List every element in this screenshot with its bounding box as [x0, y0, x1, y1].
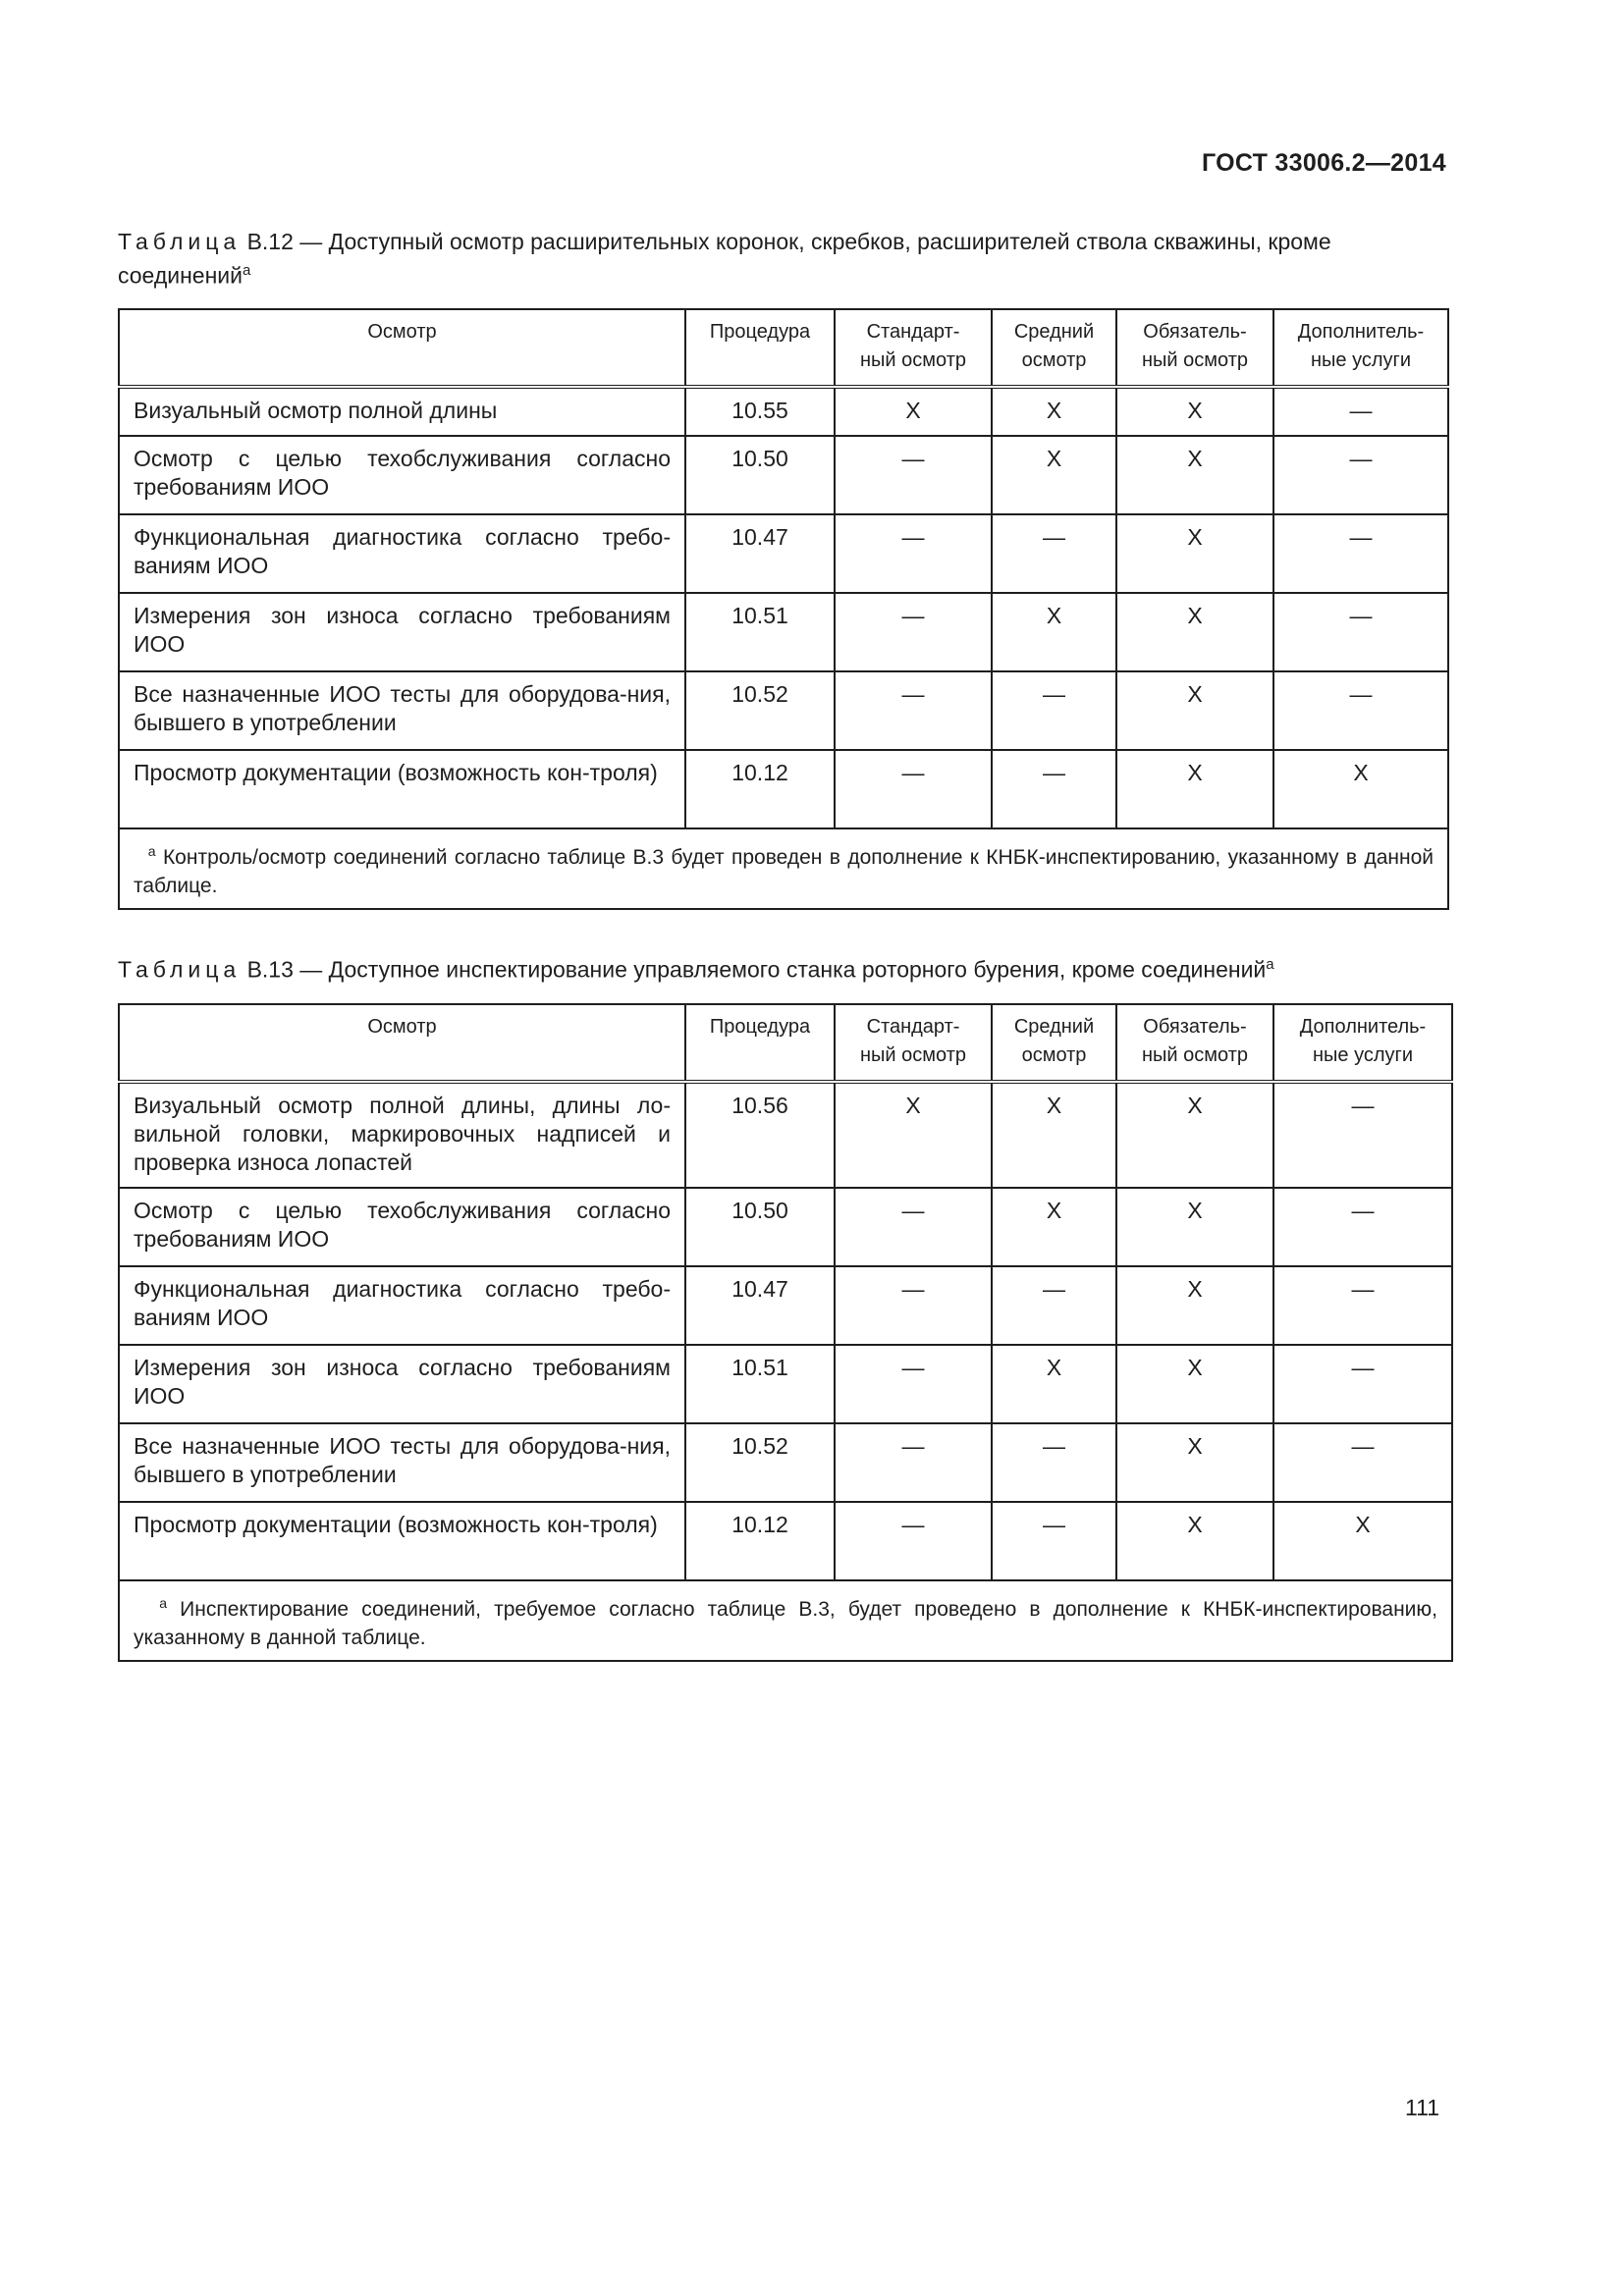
footnote-marker: a [243, 262, 251, 279]
cell-standard: — [835, 514, 992, 593]
cell-standard: — [835, 1188, 992, 1266]
table-row [119, 436, 1448, 514]
cell-inspection: Измерения зон износа согласно требованиям ИОО [119, 1345, 685, 1423]
col-header-mandatory: Обязатель-ный осмотр [1116, 309, 1273, 387]
cell-additional: — [1273, 1082, 1452, 1188]
cell-additional: — [1273, 1423, 1452, 1502]
cell-procedure: 10.50 [685, 436, 835, 514]
col-header-procedure: Процедура [685, 1004, 835, 1082]
table-row [119, 1188, 1452, 1266]
cell-additional: X [1273, 750, 1448, 828]
cell-procedure: 10.12 [685, 750, 835, 828]
table-title: В.12 — Доступный осмотр расширительных коронок, скребков, расширителей ствола скважины, кроме соединений [118, 229, 1331, 289]
table-row [119, 387, 1448, 436]
cell-medium: X [992, 387, 1116, 436]
cell-standard: — [835, 1345, 992, 1423]
table-row [119, 1502, 1452, 1580]
table-row [119, 514, 1448, 593]
col-header-procedure: Процедура [685, 309, 835, 387]
cell-inspection: Визуальный осмотр полной длины [119, 387, 685, 436]
cell-mandatory: X [1116, 1082, 1273, 1188]
cell-medium: — [992, 750, 1116, 828]
cell-additional: — [1273, 1345, 1452, 1423]
cell-additional: — [1273, 436, 1448, 514]
col-header-mandatory: Обязатель-ный осмотр [1116, 1004, 1273, 1082]
cell-procedure: 10.47 [685, 1266, 835, 1345]
cell-procedure: 10.52 [685, 1423, 835, 1502]
cell-standard: — [835, 750, 992, 828]
cell-additional: — [1273, 593, 1448, 671]
cell-mandatory: X [1116, 1502, 1273, 1580]
table-label: Таблица [118, 956, 242, 983]
footnote-text: Инспектирование соединений, требуемое согласно таблице В.3, будет проведено в дополнение к КНБК-инспектированию, указанному в данной таблице. [134, 1598, 1437, 1649]
inspection-table-b12 [118, 308, 1449, 910]
table-row [119, 750, 1448, 828]
cell-medium: X [992, 593, 1116, 671]
cell-mandatory: X [1116, 1266, 1273, 1345]
table-row [119, 1266, 1452, 1345]
table-footnote [119, 828, 1448, 909]
cell-procedure: 10.52 [685, 671, 835, 750]
cell-mandatory: X [1116, 387, 1273, 436]
table-row [119, 1423, 1452, 1502]
cell-medium: — [992, 1502, 1116, 1580]
footnote-text: Контроль/осмотр соединений согласно таблице В.3 будет проведен в дополнение к КНБК-инспектированию, указанному в данной таблице. [134, 846, 1435, 897]
cell-additional: — [1273, 671, 1448, 750]
cell-procedure: 10.55 [685, 387, 835, 436]
table-header-row [119, 1004, 1452, 1082]
table-caption-b13 [118, 950, 1447, 985]
col-header-standard: Стандарт-ный осмотр [835, 1004, 992, 1082]
footnote-marker: a [1266, 956, 1274, 973]
cell-additional: — [1273, 1188, 1452, 1266]
cell-mandatory: X [1116, 1188, 1273, 1266]
col-header-standard: Стандарт-ный осмотр [835, 309, 992, 387]
cell-inspection: Функциональная диагностика согласно требо-ваниям ИОО [119, 1266, 685, 1345]
cell-mandatory: X [1116, 750, 1273, 828]
cell-inspection: Осмотр с целью техобслуживания согласно требованиям ИОО [119, 1188, 685, 1266]
cell-standard: X [835, 387, 992, 436]
cell-additional: X [1273, 1502, 1452, 1580]
footnote-marker: a [147, 843, 156, 859]
cell-additional: — [1273, 514, 1448, 593]
col-header-medium: Средний осмотр [992, 1004, 1116, 1082]
table-row [119, 1345, 1452, 1423]
col-header-inspection: Осмотр [119, 309, 685, 387]
cell-medium: X [992, 1082, 1116, 1188]
cell-inspection: Все назначенные ИОО тесты для оборудова-ния, бывшего в употреблении [119, 1423, 685, 1502]
cell-inspection: Просмотр документации (возможность кон-троля) [119, 1502, 685, 1580]
cell-standard: X [835, 1082, 992, 1188]
cell-mandatory: X [1116, 671, 1273, 750]
cell-mandatory: X [1116, 1423, 1273, 1502]
cell-mandatory: X [1116, 593, 1273, 671]
cell-inspection: Визуальный осмотр полной длины, длины ло-вильной головки, маркировочных надписей и проверка износа лопастей [119, 1082, 685, 1188]
cell-mandatory: X [1116, 1345, 1273, 1423]
cell-procedure: 10.56 [685, 1082, 835, 1188]
cell-medium: — [992, 1423, 1116, 1502]
cell-procedure: 10.47 [685, 514, 835, 593]
cell-medium: — [992, 1266, 1116, 1345]
table-footnote [119, 1580, 1452, 1661]
table-footnote-row [119, 828, 1448, 909]
cell-standard: — [835, 436, 992, 514]
cell-medium: X [992, 436, 1116, 514]
cell-inspection: Осмотр с целью техобслуживания согласно требованиям ИОО [119, 436, 685, 514]
table-row [119, 1082, 1452, 1188]
inspection-table-b13 [118, 1003, 1453, 1662]
table-row [119, 671, 1448, 750]
table-footnote-row [119, 1580, 1452, 1661]
col-header-additional: Дополнитель-ные услуги [1273, 1004, 1452, 1082]
table-header-row [119, 309, 1448, 387]
cell-standard: — [835, 1502, 992, 1580]
footnote-marker: a [159, 1595, 168, 1611]
cell-procedure: 10.12 [685, 1502, 835, 1580]
col-header-medium: Средний осмотр [992, 309, 1116, 387]
col-header-inspection: Осмотр [119, 1004, 685, 1082]
cell-inspection: Функциональная диагностика согласно требо-ваниям ИОО [119, 514, 685, 593]
cell-medium: — [992, 671, 1116, 750]
cell-medium: — [992, 514, 1116, 593]
table-title: В.13 — Доступное инспектирование управляемого станка роторного бурения, кроме соединений [246, 956, 1267, 983]
cell-mandatory: X [1116, 514, 1273, 593]
cell-procedure: 10.51 [685, 1345, 835, 1423]
cell-inspection: Просмотр документации (возможность кон-троля) [119, 750, 685, 828]
table-caption-b12 [118, 228, 1447, 291]
cell-medium: X [992, 1345, 1116, 1423]
cell-standard: — [835, 1423, 992, 1502]
col-header-additional: Дополнитель-ные услуги [1273, 309, 1448, 387]
page-number: 111 [1405, 2095, 1439, 2120]
cell-inspection: Все назначенные ИОО тесты для оборудова-ния, бывшего в употреблении [119, 671, 685, 750]
cell-standard: — [835, 1266, 992, 1345]
cell-medium: X [992, 1188, 1116, 1266]
cell-additional: — [1273, 387, 1448, 436]
cell-standard: — [835, 671, 992, 750]
cell-additional: — [1273, 1266, 1452, 1345]
cell-procedure: 10.50 [685, 1188, 835, 1266]
cell-mandatory: X [1116, 436, 1273, 514]
table-label: Таблица [118, 229, 242, 254]
cell-inspection: Измерения зон износа согласно требованиям ИОО [119, 593, 685, 671]
table-row [119, 593, 1448, 671]
cell-procedure: 10.51 [685, 593, 835, 671]
cell-standard: — [835, 593, 992, 671]
document-standard-number: ГОСТ 33006.2—2014 [1201, 149, 1446, 177]
